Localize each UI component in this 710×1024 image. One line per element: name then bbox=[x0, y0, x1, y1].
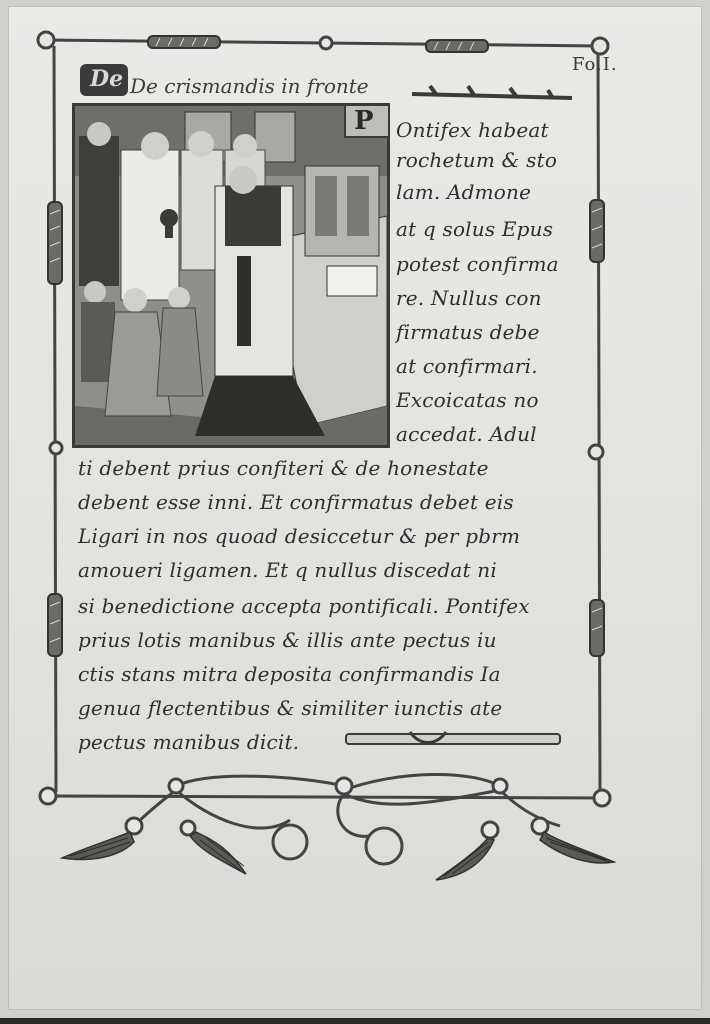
decorated-initial-top bbox=[80, 64, 128, 96]
text-line-10: accedat. Adul bbox=[396, 422, 537, 446]
corner-knob-tr bbox=[592, 38, 608, 54]
left-rod bbox=[54, 46, 56, 792]
text-line-19: pectus manibus dicit. bbox=[78, 730, 300, 754]
text-line-15: si benedictione accepta pontificali. Pontifex bbox=[78, 594, 530, 618]
confirmation-scene-icon bbox=[75, 106, 387, 445]
corner-knob-tl bbox=[38, 32, 54, 48]
text-line-6: re. Nullus con bbox=[396, 286, 542, 310]
decorated-initial-p bbox=[344, 104, 390, 138]
text-line-2: rochetum & sto bbox=[396, 148, 558, 172]
top-initial-letter: De bbox=[90, 66, 124, 92]
text-line-18: genua flectentibus & similiter iunctis ate bbox=[78, 696, 503, 720]
bottom-rod bbox=[48, 796, 602, 798]
text-line-7: firmatus debe bbox=[396, 320, 540, 344]
initial-letter: P bbox=[354, 106, 374, 136]
text-line-8: at confirmari. bbox=[396, 354, 538, 378]
text-line-17: ctis stans mitra deposita confirmandis Ia bbox=[78, 662, 501, 686]
text-line-16: prius lotis manibus & illis ante pectus iu bbox=[78, 628, 497, 652]
text-line-4: at q solus Epus bbox=[396, 217, 554, 241]
corner-knob-bl bbox=[40, 788, 56, 804]
text-line-12: debent esse inni. Et confirmatus debet eis bbox=[78, 490, 514, 514]
text-line-1: Ontifex habeat bbox=[396, 118, 549, 142]
rubric-heading: De crismandis in fronte bbox=[130, 74, 369, 98]
text-line-5: potest confirma bbox=[396, 252, 559, 276]
text-line-14: amoueri ligamen. Et q nullus discedat ni bbox=[78, 558, 497, 582]
corner-knob-br bbox=[594, 790, 610, 806]
text-line-9: Excoicatas no bbox=[396, 388, 539, 412]
folio-number: Fo.I. bbox=[572, 54, 618, 75]
right-rod bbox=[598, 48, 600, 794]
miniature-painting bbox=[72, 103, 390, 448]
text-line-13: Ligari in nos quoad desiccetur & per pbrm bbox=[78, 524, 521, 548]
text-line-11: ti debent prius confiteri & de honestate bbox=[78, 456, 489, 480]
text-line-3: lam. Admone bbox=[396, 180, 532, 204]
